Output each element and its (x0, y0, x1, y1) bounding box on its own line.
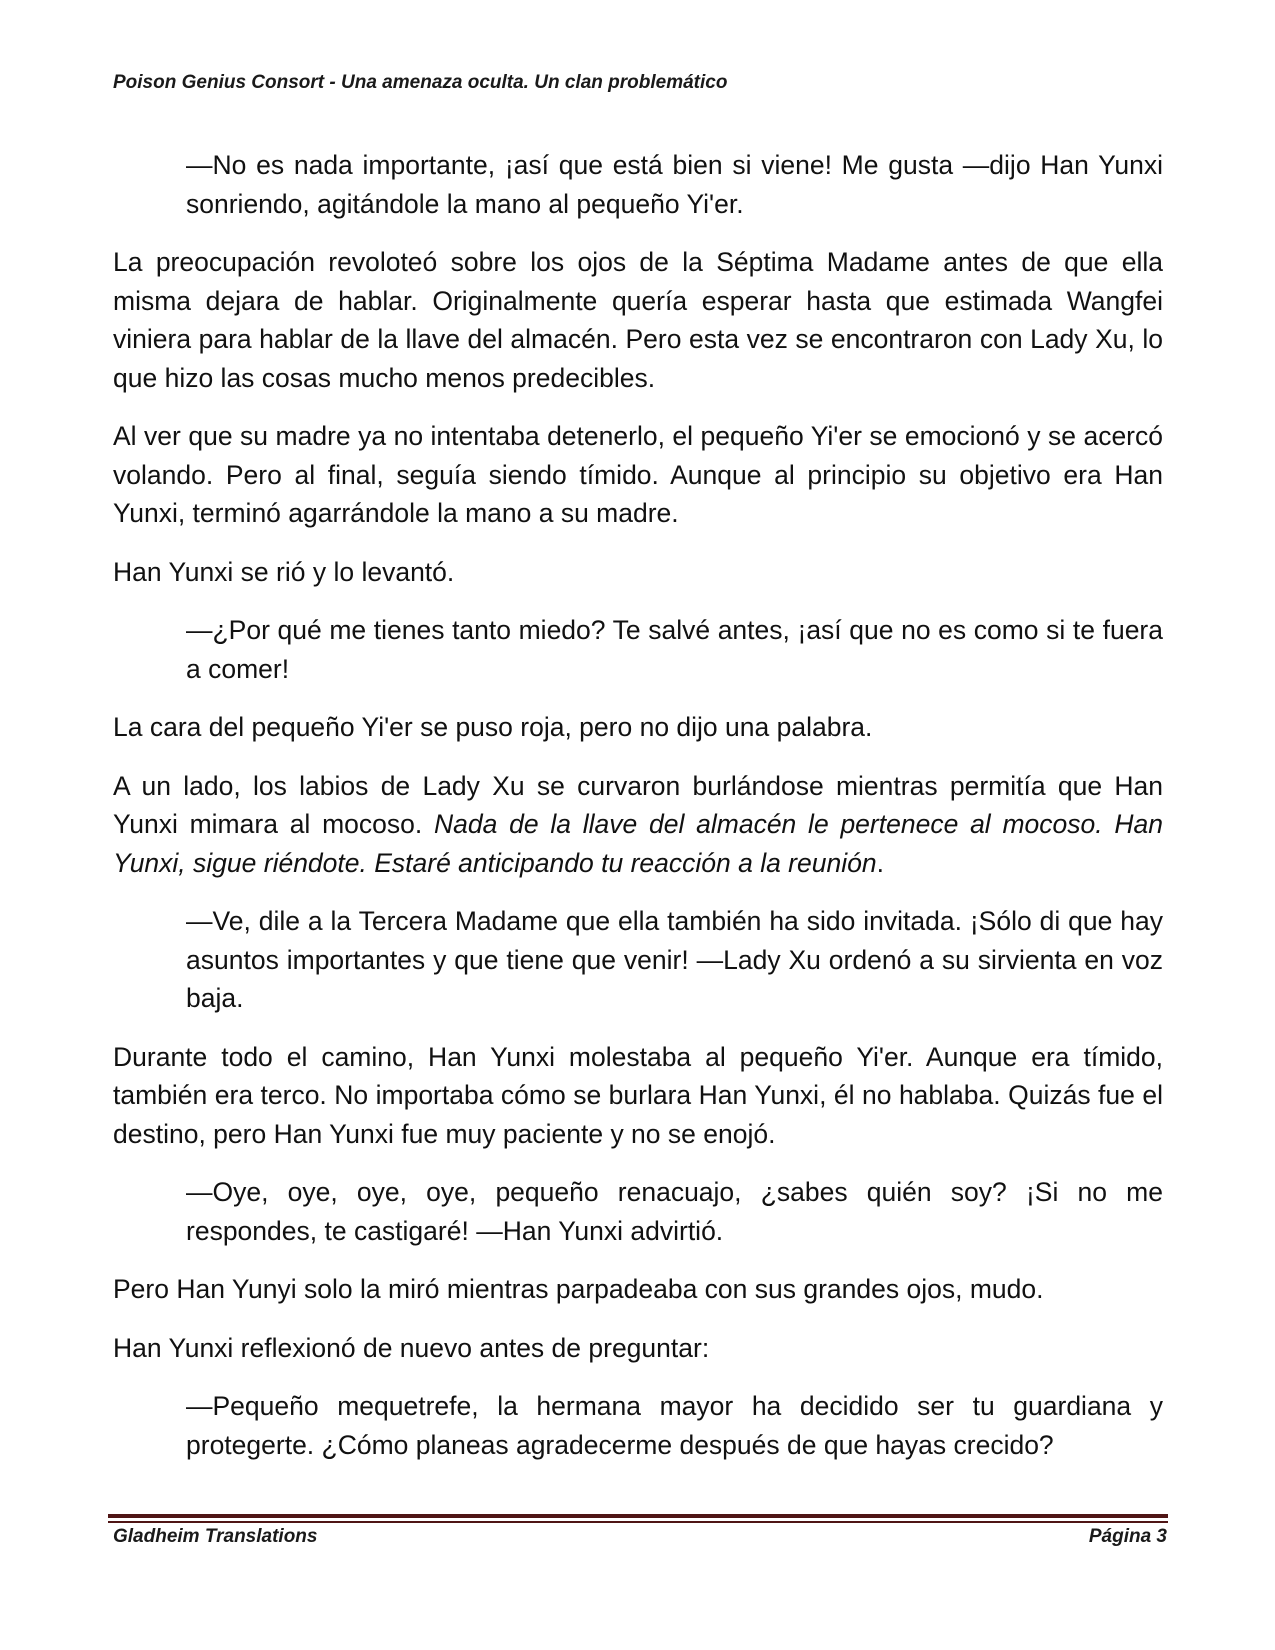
footer-rule-thick (108, 1514, 1168, 1518)
body-paragraph: Han Yunxi se rió y lo levantó. (113, 556, 455, 587)
narration-text: A un lado, los labios de Lady Xu se curvaron burlándose mientras permitía que Han Yunxi mimara al mocoso. (113, 770, 1163, 839)
footer-page-number: Página 3 (1088, 1526, 1167, 1547)
dialogue-paragraph: —Pequeño mequetrefe, la hermana mayor ha decidido ser tu guardiana y protegerte. ¿Cómo planeas agradecerme después de que hayas crecido? (186, 1391, 1163, 1460)
italic-thought-text: Nada de la llave del almacén le pertenece al mocoso. Han Yunxi, sigue riéndote. Estaré anticipando tu reacción a la reunión (113, 809, 1163, 878)
body-paragraph: Al ver que su madre ya no intentaba detenerlo, el pequeño Yi'er se emocionó y se acercó volando. Pero al final, seguía siendo tímido. Aunque al principio su objetivo era Han Yunxi, terminó agarrándole la mano a su madre. (113, 421, 1163, 528)
body-paragraph: La preocupación revoloteó sobre los ojos de la Séptima Madame antes de que ella misma dejara de hablar. Originalmente quería esperar hasta que estimada Wangfei viniera para hablar de la llave del almacén. Pero esta vez se encontraron con Lady Xu, lo que hizo las cosas mucho menos predecibles. (113, 247, 1163, 393)
dialogue-paragraph: —Ve, dile a la Tercera Madame que ella también ha sido invitada. ¡Sólo di que hay asuntos importantes y que tiene que venir! —Lady Xu ordenó a su sirvienta en voz baja. (186, 906, 1163, 1013)
dialogue-paragraph: —No es nada importante, ¡así que está bien si viene! Me gusta —dijo Han Yunxi sonriendo, agitándole la mano al pequeño Yi'er. (186, 150, 1163, 219)
sentence-end: . (876, 847, 884, 878)
body-paragraph: Pero Han Yunyi solo la miró mientras parpadeaba con sus grandes ojos, mudo. (113, 1274, 1044, 1304)
dialogue-paragraph: —Oye, oye, oye, oye, pequeño renacuajo, ¿sabes quién soy? ¡Si no me respondes, te castigaré! —Han Yunxi advirtió. (186, 1177, 1163, 1246)
body-paragraph: Durante todo el camino, Han Yunxi molestaba al pequeño Yi'er. Aunque era tímido, también era terco. No importaba cómo se burlara Han Yunxi, él no hablaba. Quizás fue el destino, pero Han Yunxi fue muy paciente y no se enojó. (113, 1041, 1163, 1149)
footer-publisher: Gladheim Translations (113, 1526, 318, 1547)
page-body (113, 146, 1163, 1484)
body-paragraph: Han Yunxi reflexionó de nuevo antes de preguntar: (113, 1332, 710, 1363)
body-paragraph-with-thought (113, 767, 1163, 883)
running-header: Poison Genius Consort - Una amenaza oculta. Un clan problemático (113, 72, 728, 93)
footer-rule-thin (108, 1521, 1168, 1523)
dialogue-paragraph: —¿Por qué me tienes tanto miedo? Te salvé antes, ¡así que no es como si te fuera a comer! (186, 615, 1163, 684)
body-paragraph: La cara del pequeño Yi'er se puso roja, pero no dijo una palabra. (113, 712, 873, 742)
